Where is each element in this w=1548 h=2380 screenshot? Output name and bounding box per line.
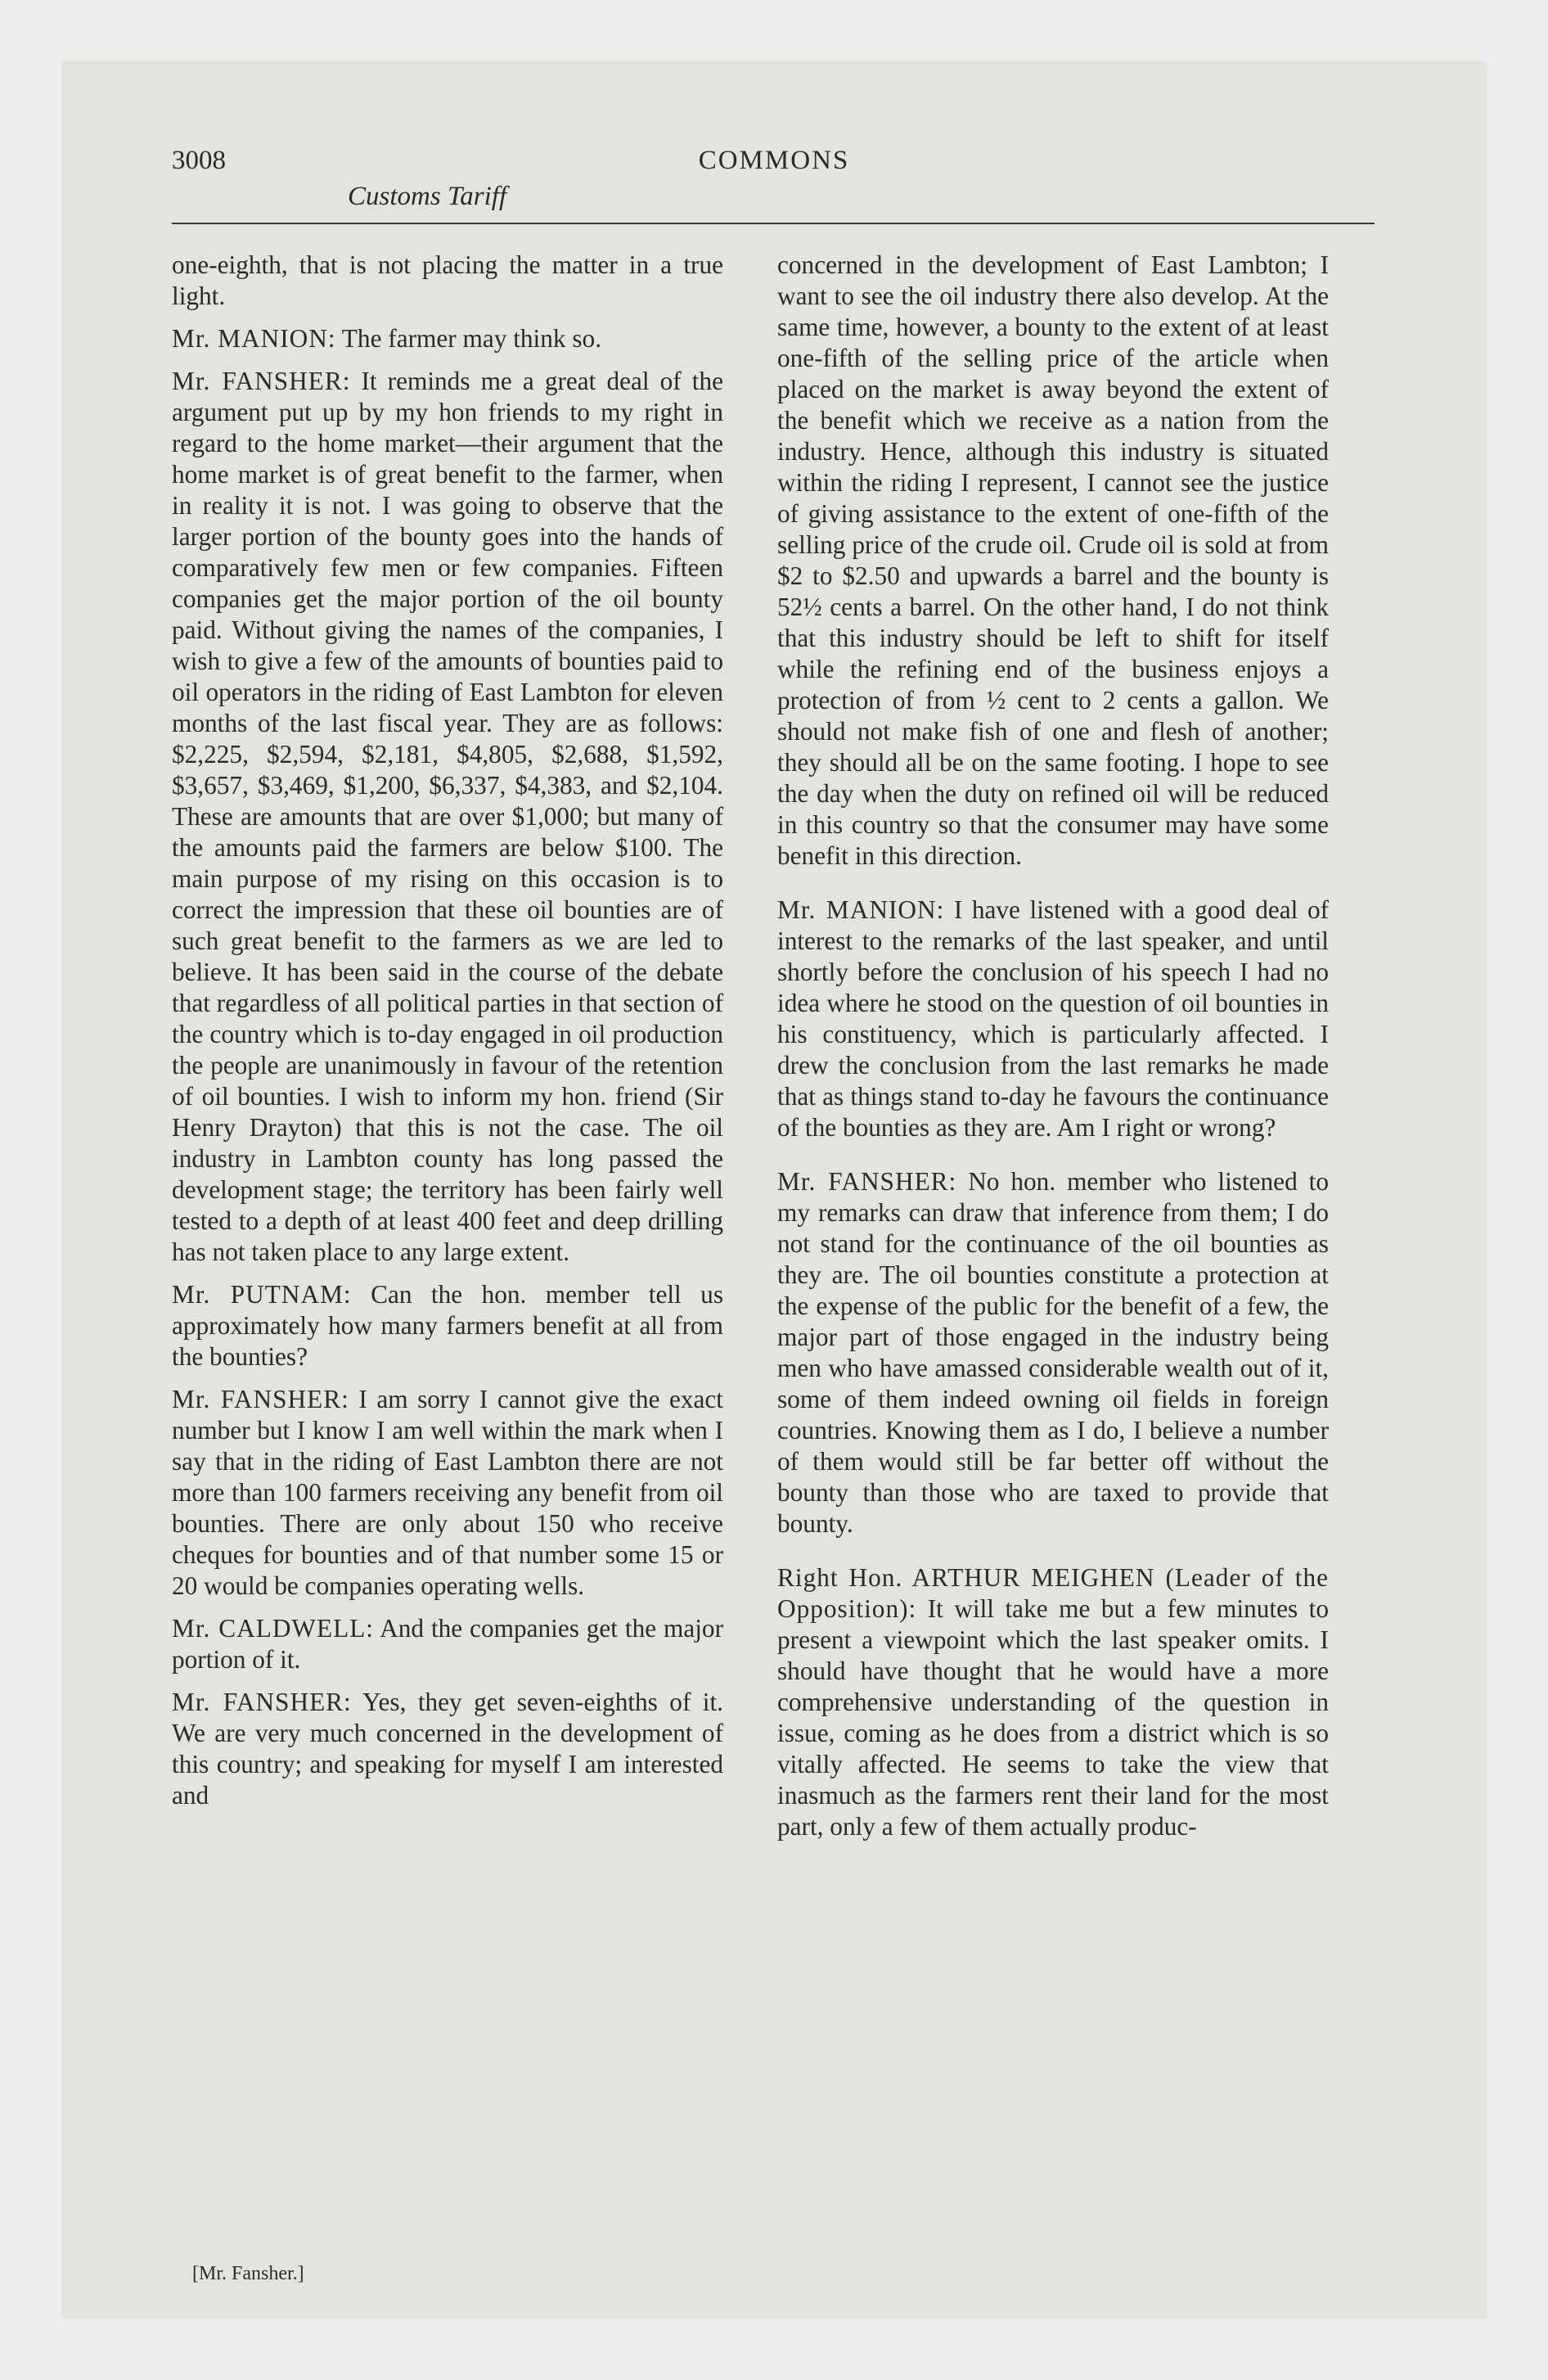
paragraph-text: No hon. member who listened to my remarks can draw that inference from them; I do not stand for the continuance of the oil bounties as they are. The oil bounties constitute a protection at the expense of the public for the benefit of a few, the major part of those engaged in the industry being men who have amassed considerable wealth out of it, some of them indeed owning oil fields in foreign countries. Knowing them as I do, I believe a number of them would still be far better off without the bounty than those who are taxed to provide that bounty. [777,1167,1329,1538]
paragraph [172,1279,723,1373]
speaker-name: Mr. MANION: [777,895,945,924]
speaker-name: Right Hon. ARTHUR MEIGHEN (Leader of the Opposition): [777,1563,1329,1623]
speaker-name: Mr. FANSHER: [172,1385,349,1413]
paragraph-text: Can the hon. member tell us approximately how many farmers benefit at all from the bounties? [172,1280,723,1371]
paragraph [172,1613,723,1675]
paragraph-text: I have listened with a good deal of interest to the remarks of the last speaker, and until shortly before the conclusion of his speech I had no idea where he stood on the question of oil bounties in his constituency, which is particularly affected. I drew the conclusion from the last remarks he made that as things stand to-day he favours the continuance of the bounties as they are. Am I right or wrong? [777,895,1330,1142]
paragraph-text: And the companies get the major portion of it. [172,1614,723,1674]
paragraph-text: concerned in the development of East Lambton; I want to see the oil industry there also develop. At the same time, however, a bounty to the extent of at least one-fifth of the selling price of the article when placed on the market is away beyond the extent of the benefit which we receive as a nation from the industry. Hence, although this industry is situated within the riding I represent, I cannot see the justice of giving assistance to the extent of one-fifth of the selling price of the crude oil. Crude oil is sold at from $2 to $2.50 and upwards a barrel and the bounty is 52½ cents a barrel. On the other hand, I do not think that this industry should be left to shift for itself while the refining end of the business enjoys a protection of from ½ cent to 2 cents a gallon. We should not make fish of one and flesh of another; they should all be on the same footing. I hope to see the day when the duty on refined oil will be reduced in this country so that the consumer may have some benefit in this direction. [777,250,1329,870]
paragraph [172,323,723,354]
document-page [61,61,1487,2319]
paragraph [172,1384,723,1602]
paragraph-text: I am sorry I cannot give the exact number but I know I am well within the mark when I say that in the riding of East Lambton there are not more than 100 farmers receiving any benefit from oil bounties. There are only about 150 who receive cheques for bounties and of that number some 15 or 20 would be companies operating wells. [172,1385,724,1600]
left-column [172,250,723,1823]
paragraph-text: one-eighth, that is not placing the matter in a true light. [172,250,723,310]
paragraph [777,895,1329,1143]
paragraph-text: It reminds me a great deal of the argument put up by my hon friends to my right in regard to the home market—their argument that the home market is of great benefit to the farmer, when in reality it is not. I was going to observe that the larger portion of the bounty goes into the hands of comparatively few men or few companies. Fifteen companies get the major portion of the oil bounty paid. Without giving the names of the companies, I wish to give a few of the amounts of bounties paid to oil operators in the riding of East Lambton for eleven months of the last fiscal year. They are as follows: $2,225, $2,594, $2,181, $4,805, $2,688, $1,592, $3,657, $3,469, $1,200, $6,337, $4,383, and $2,104. These are amounts that are over $1,000; but many of the amounts paid the farmers are below $100. The main purpose of my rising on this occasion is to correct the impression that these oil bounties are of such great benefit to the farmers as we are led to believe. It has been said in the course of the debate that regardless of all political parties in that section of the country which is to-day engaged in oil production the people are unanimously in favour of the retention of oil bounties. I wish to inform my hon. friend (Sir Henry Drayton) that this is not the case. The oil industry in Lambton county has long passed the development stage; the territory has been fairly well tested to a depth of at least 400 feet and deep drilling has not taken place to any large extent. [172,367,724,1266]
footer-speaker-note: [Mr. Fansher.] [192,2263,304,2284]
speaker-name: Mr. FANSHER: [172,367,351,395]
page-number: 3008 [172,146,226,175]
paragraph [172,1687,723,1811]
right-column [777,250,1329,1854]
paragraph [777,1562,1329,1842]
speaker-name: Mr. MANION: [172,324,336,353]
speaker-name: Mr. PUTNAM: [172,1280,352,1309]
section-title: COMMONS [698,146,850,175]
paragraph-text: Yes, they get seven-eighths of it. We are very much concerned in the development of this country; and speaking for myself I am interested and [172,1688,723,1810]
paragraph-text: The farmer may think so. [341,324,602,353]
paragraph [777,250,1329,872]
header-rule [172,223,1375,224]
speaker-name: Mr. CALDWELL: [172,1614,375,1643]
speaker-name: Mr. FANSHER: [172,1688,352,1716]
speaker-name: Mr. FANSHER: [777,1167,957,1196]
paragraph [172,250,723,312]
paragraph [172,366,723,1268]
running-subtitle: Customs Tariff [348,182,507,211]
paragraph-text: It will take me but a few minutes to present a viewpoint which the last speaker omits. I should have thought that he would have a more comprehensive understanding of the question in issue, coming as he does from a district which is so vitally affected. He seems to take the view that inasmuch as the farmers rent their land for the most part, only a few of them actually produc- [777,1594,1329,1841]
paragraph [777,1166,1329,1539]
